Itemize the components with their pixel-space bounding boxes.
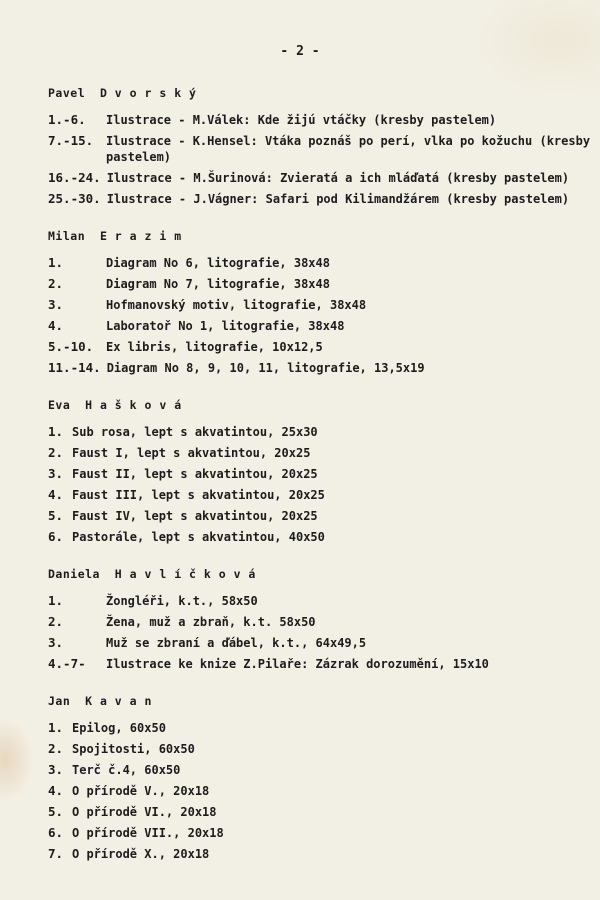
catalog-entry xyxy=(48,112,593,128)
artist-section xyxy=(48,567,593,672)
entry-text: Ilustrace - J.Vágner: Safari pod Kilimandžárem (kresby pastelem) xyxy=(106,192,570,206)
entry-number: 1. xyxy=(48,255,64,270)
artist-section xyxy=(48,694,593,862)
entry-number: 3. xyxy=(48,762,64,777)
entry-number: 4. xyxy=(48,783,64,798)
entry-text: Laboratoř No 1, litografie, 38x48 xyxy=(106,319,345,333)
catalog-entry xyxy=(48,133,593,165)
entry-number: 5. xyxy=(48,508,64,523)
entry-text: Ilustrace - M.Šurinová: Zvieratá a ich mláďatá (kresby pastelem) xyxy=(106,171,570,185)
catalog-entry xyxy=(48,191,593,207)
catalog-entry xyxy=(48,783,593,799)
artist-section xyxy=(48,398,593,545)
entry-number: 4.-7- xyxy=(48,656,86,671)
entry-number: 1. xyxy=(48,593,64,608)
entry-text: Faust I, lept s akvatintou, 20x25 xyxy=(72,446,311,460)
catalog-entry xyxy=(48,360,593,376)
catalog-entry xyxy=(48,255,593,271)
catalog-entry xyxy=(48,487,593,503)
entry-text: O přírodě X., 20x18 xyxy=(72,847,210,861)
catalog-entry xyxy=(48,466,593,482)
entry-number: 16.-24. xyxy=(48,170,101,185)
entry-number: 4. xyxy=(48,487,64,502)
artist-name: Milan E r a z i m xyxy=(48,229,182,243)
catalog-entry xyxy=(48,720,593,736)
entry-number: 3. xyxy=(48,635,64,650)
entry-text: Ex libris, litografie, 10x12,5 xyxy=(106,340,323,354)
artist-name: Eva H a š k o v á xyxy=(48,398,182,412)
entry-number: 5. xyxy=(48,804,64,819)
entry-text: Faust III, lept s akvatintou, 20x25 xyxy=(72,488,325,502)
entry-number: 3. xyxy=(48,466,64,481)
catalog-entry xyxy=(48,846,593,862)
catalog-entry xyxy=(48,170,593,186)
entry-text: O přírodě VI., 20x18 xyxy=(72,805,217,819)
entry-number: 1. xyxy=(48,720,64,735)
entry-text: Pastorále, lept s akvatintou, 40x50 xyxy=(72,530,325,544)
catalog-entry xyxy=(48,635,593,651)
catalog-entry xyxy=(48,508,593,524)
entry-number: 2. xyxy=(48,276,64,291)
catalog-entry xyxy=(48,424,593,440)
entry-number: 6. xyxy=(48,825,64,840)
entry-text: Faust II, lept s akvatintou, 20x25 xyxy=(72,467,318,481)
entry-text: Spojitosti, 60x50 xyxy=(72,742,195,756)
entry-text: Terč č.4, 60x50 xyxy=(72,763,181,777)
entry-number: 7.-15. xyxy=(48,133,94,148)
entry-number: 4. xyxy=(48,318,64,333)
entry-text: O přírodě V., 20x18 xyxy=(72,784,210,798)
entry-text: Muž se zbraní a ďábel, k.t., 64x49,5 xyxy=(106,636,367,650)
entry-text: Žena, muž a zbraň, k.t. 58x50 xyxy=(106,615,316,629)
entry-number: 11.-14. xyxy=(48,360,101,375)
entry-number: 3. xyxy=(48,297,64,312)
entry-text: Sub rosa, lept s akvatintou, 25x30 xyxy=(72,425,318,439)
catalog-entry xyxy=(48,593,593,609)
catalog-entry xyxy=(48,825,593,841)
entry-text: Diagram No 6, litografie, 38x48 xyxy=(106,256,330,270)
entry-text: Ilustrace ke knize Z.Pilaře: Zázrak dorozumění, 15x10 xyxy=(106,657,489,671)
artist-name: Pavel D v o r s k ý xyxy=(48,86,197,100)
catalog-entry xyxy=(48,297,593,313)
catalog-entry xyxy=(48,804,593,820)
entry-text: Hofmanovský motiv, litografie, 38x48 xyxy=(106,298,367,312)
entry-number: 5.-10. xyxy=(48,339,94,354)
entry-text: Ilustrace - M.Válek: Kde žijú vtáčky (kresby pastelem) xyxy=(106,113,497,127)
entry-text: Diagram No 7, litografie, 38x48 xyxy=(106,277,330,291)
artist-name: Daniela H a v l í č k o v á xyxy=(48,567,256,581)
catalog-entry xyxy=(48,339,593,355)
artist-section xyxy=(48,229,593,376)
entry-number: 2. xyxy=(48,741,64,756)
catalog-entry xyxy=(48,614,593,630)
catalog-list xyxy=(48,86,593,884)
entry-number: 2. xyxy=(48,614,64,629)
catalog-entry xyxy=(48,741,593,757)
entry-text: Diagram No 8, 9, 10, 11, litografie, 13,5x19 xyxy=(106,361,425,375)
catalog-entry xyxy=(48,318,593,334)
entry-number: 2. xyxy=(48,445,64,460)
page-number: - 2 - xyxy=(280,44,320,59)
entry-text: Žongléři, k.t., 58x50 xyxy=(106,594,258,608)
entry-number: 1.-6. xyxy=(48,112,86,127)
catalog-entry xyxy=(48,445,593,461)
catalog-entry xyxy=(48,762,593,778)
artist-name: Jan K a v a n xyxy=(48,694,152,708)
entry-text: O přírodě VII., 20x18 xyxy=(72,826,224,840)
entry-number: 25.-30. xyxy=(48,191,101,206)
catalog-entry xyxy=(48,656,593,672)
entry-text: Faust IV, lept s akvatintou, 20x25 xyxy=(72,509,318,523)
artist-section xyxy=(48,86,593,207)
entry-text: Epilog, 60x50 xyxy=(72,721,166,735)
catalog-entry xyxy=(48,529,593,545)
catalog-entry xyxy=(48,276,593,292)
entry-number: 7. xyxy=(48,846,64,861)
entry-text: Ilustrace - K.Hensel: Vtáka poznáš po perí, vlka po kožuchu (kresby pastelem) xyxy=(106,134,591,164)
entry-number: 1. xyxy=(48,424,64,439)
entry-number: 6. xyxy=(48,529,64,544)
